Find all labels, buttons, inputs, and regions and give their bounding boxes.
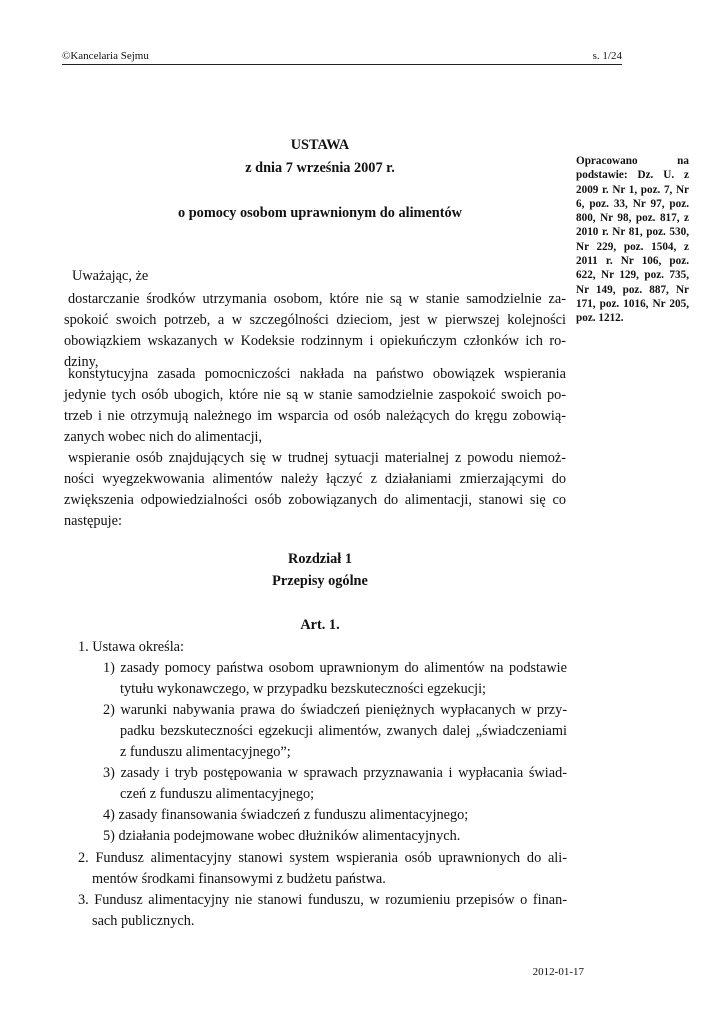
article-unit: 2. Fundusz alimentacyjny stanowi system wspierania osób uprawnionych do ali- [78,850,567,866]
document-date: 2012-01-17 [532,966,584,978]
chapter-number: Rozdział 1 [288,551,352,567]
act-title: o pomocy osobom uprawnionym do alimentów [178,205,462,221]
preamble-line: obowiązkiem wskazanych w Kodeksie rodzinnym i opiekuńczym członków ich ro- [64,333,566,349]
preamble-line: dostarczanie środków utrzymania osobom, które nie są w stanie samodzielnie za- [68,291,566,307]
preamble-line: zanych wobec nich do alimentacji, [64,429,263,445]
list-item-cont: z funduszu alimentacyjnego”; [120,744,291,760]
page-number: s. 1/24 [592,50,622,62]
list-item-cont: padku bezskuteczności egzekucji alimentów, zwanych dalej „świadczeniami [120,723,567,739]
list-item-cont: tytułu wykonawczego, w przypadku bezskuteczności egzekucji; [120,681,487,697]
list-item: 1) zasady pomocy państwa osobom uprawnionym do alimentów na podstawie [103,660,567,676]
list-item: 3) zasady i tryb postępowania w sprawach przyznawania i wypłacania świad- [103,765,567,781]
preamble-line: następuje: [64,513,122,529]
preamble-line: dziny, [64,354,99,370]
list-item: 5) działania podejmowane wobec dłużników alimentacyjnych. [103,828,461,844]
source-note: Opracowano na podstawie: Dz. U. z 2009 r. Nr 1, poz. 7, Nr 6, poz. 33, Nr 97, poz. 800, Nr 98, poz. 817, z 2010 r. Nr 81, poz. 530, Nr 229, poz. 1504, z 2011 r. Nr 106, poz. 622, Nr 129, poz. 735, Nr 149, poz. 887, Nr 171, poz. 1016, Nr 205, poz. 1212. [576,155,689,325]
preamble-line: wspieranie osób znajdujących się w trudnej sytuacji materialnej z powodu niemoż- [68,450,566,466]
article-unit-cont: mentów środkami finansowymi z budżetu państwa. [92,871,386,887]
preamble-line: jedynie tych osób ubogich, które nie są w stanie samodzielnie zaspokoić swoich po- [64,387,566,403]
act-type: USTAWA [290,137,350,153]
list-item: 2) warunki nabywania prawa do świadczeń pieniężnych wypłacanych w przy- [103,702,567,718]
article-unit: 1. Ustawa określa: [78,639,185,655]
chapter-title: Przepisy ogólne [272,573,368,589]
article-unit-cont: sach publicznych. [92,913,195,929]
article-unit: 3. Fundusz alimentacyjny nie stanowi funduszu, w rozumieniu przepisów o finan- [78,892,567,908]
article-title: Art. 1. [300,617,340,633]
preamble-line: trzeb i nie otrzymują należnego im wsparcia od osób należących do kręgu zobowią- [64,408,566,424]
preamble-line: ności wyegzekwowania alimentów należy łączyć z działaniami zmierzającymi do [64,471,566,487]
list-item-cont: czeń z funduszu alimentacyjnego; [120,786,315,802]
list-item: 4) zasady finansowania świadczeń z funduszu alimentacyjnego; [103,807,469,823]
preamble-line: zwiększenia odpowiedzialności osób zobowiązanych do alimentacji, stanowi się co [64,492,566,508]
act-date: z dnia 7 września 2007 r. [245,160,395,176]
preamble-intro: Uważając, że [72,268,149,284]
preamble-line: spokoić swoich potrzeb, a w szczególności dzieciom, jest w pierwszej kolejności [64,312,566,328]
publisher-label: ©Kancelaria Sejmu [62,50,149,62]
preamble-line: konstytucyjna zasada pomocniczości nakłada na państwo obowiązek wspierania [68,366,566,382]
